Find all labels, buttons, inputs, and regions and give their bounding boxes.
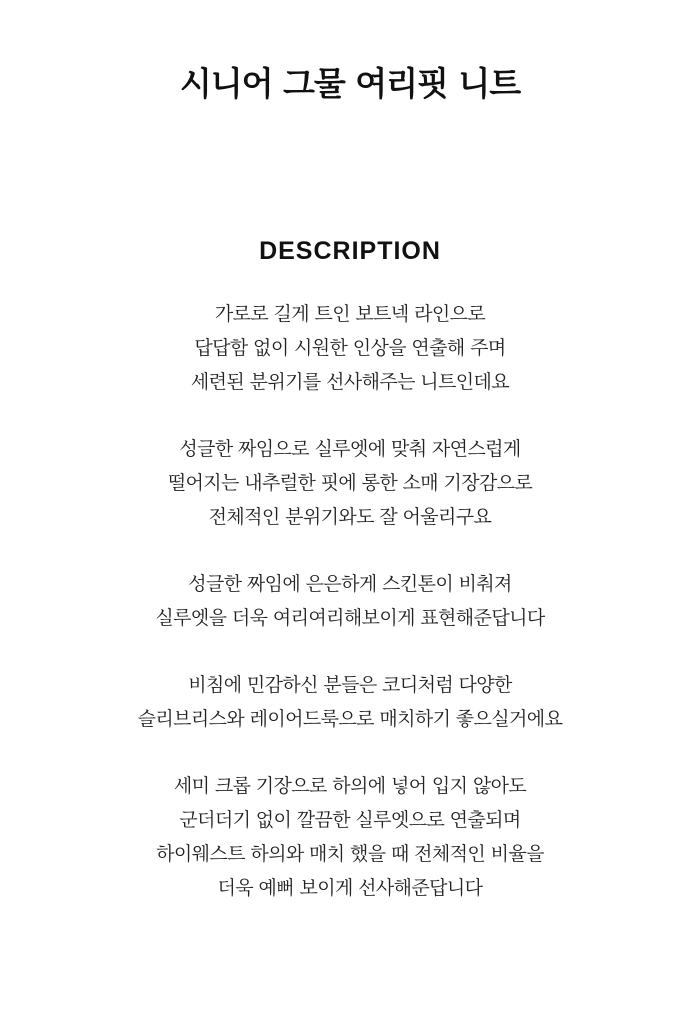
description-heading: DESCRIPTION — [259, 237, 441, 265]
description-line: 슬리브리스와 레이어드룩으로 매치하기 좋으실거에요 — [137, 708, 563, 730]
description-line: 비침에 민감하신 분들은 코디처럼 다양한 — [188, 674, 512, 696]
description-line: 실루엣을 더욱 여리여리해보이게 표현해준답니다 — [155, 607, 545, 629]
description-line: 세련된 분위기를 선사해주는 니트인데요 — [190, 371, 510, 393]
description-line: 세미 크롭 기장으로 하의에 넣어 입지 않아도 — [173, 775, 527, 797]
description-paragraph-3 — [0, 567, 700, 635]
description-line: 하이웨스트 하의와 매치 했을 때 전체적인 비율을 — [156, 843, 544, 865]
description-line: 성글한 짜임으로 실루엣에 맞춰 자연스럽게 — [179, 438, 521, 460]
description-paragraph-4 — [0, 668, 700, 736]
description-line: 성글한 짜임에 은은하게 스킨톤이 비춰져 — [188, 573, 512, 595]
description-paragraph-5 — [0, 769, 700, 905]
description-line: 전체적인 분위기와도 잘 어울리구요 — [208, 506, 492, 528]
description-paragraph-1 — [0, 297, 700, 399]
description-paragraph-2 — [0, 432, 700, 534]
description-line: 더욱 예뻐 보이게 선사해준답니다 — [217, 877, 483, 899]
description-line: 군더더기 없이 깔끔한 실루엣으로 연출되며 — [179, 809, 521, 831]
description-line: 떨어지는 내추럴한 핏에 롱한 소매 기장감으로 — [167, 472, 533, 494]
description-line: 답답함 없이 시원한 인상을 연출해 주며 — [194, 337, 506, 359]
description-body — [0, 297, 700, 938]
product-title: 시니어 그물 여리핏 니트 — [179, 64, 521, 103]
description-line: 가로로 길게 트인 보트넥 라인으로 — [214, 303, 486, 325]
